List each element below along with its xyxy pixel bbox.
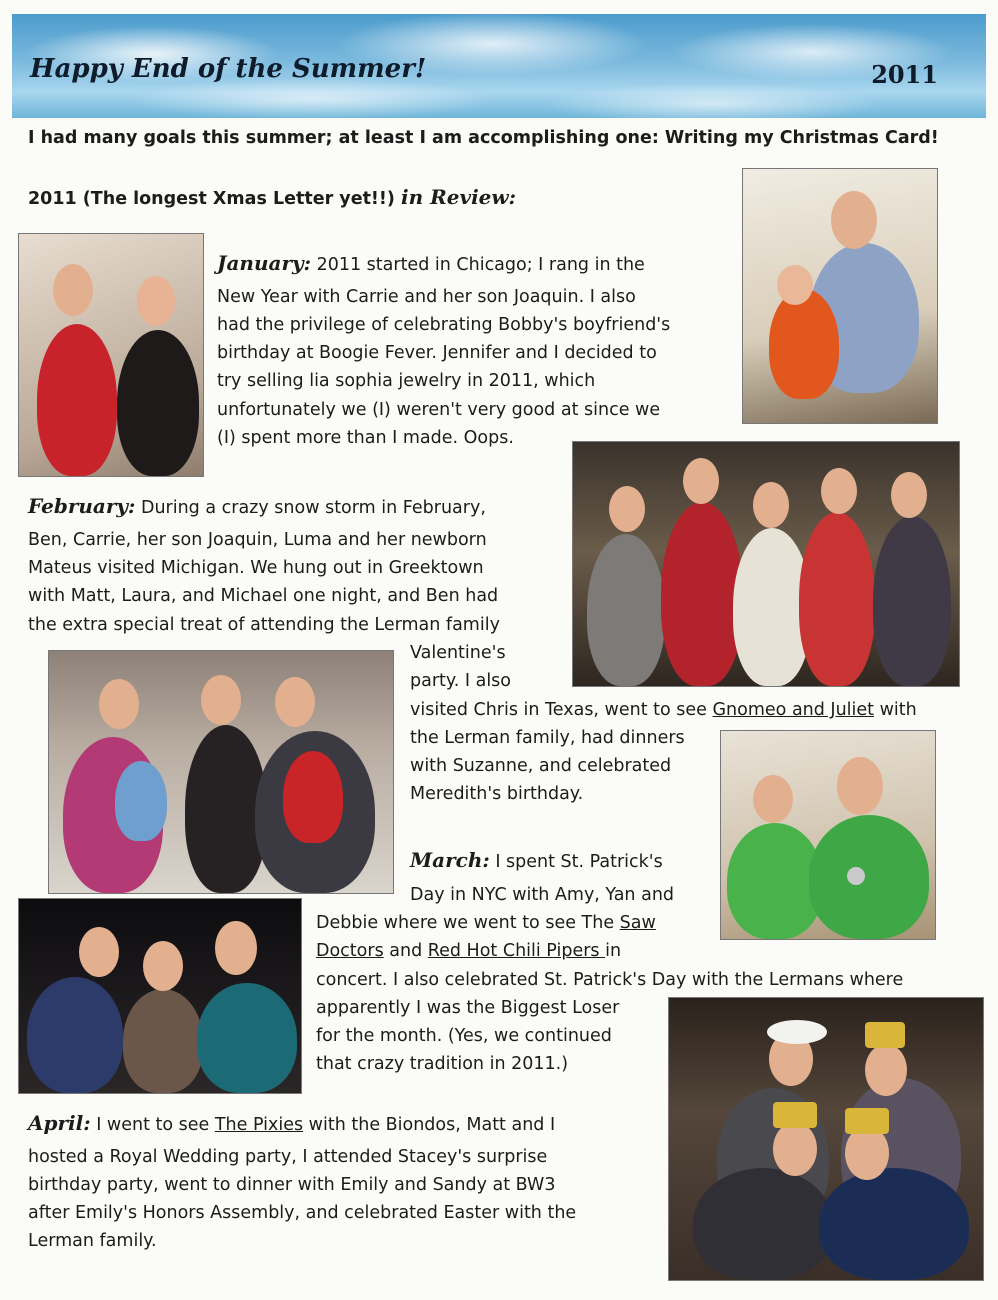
photo-two-women-red [18,233,204,477]
header-year: 2011 [871,60,938,89]
april-line-2: hosted a Royal Wedding party, I attended Stacey's surprise [28,1147,548,1167]
april-line-3: birthday party, went to dinner with Emily and Sandy at BW3 [28,1175,556,1195]
red-hot-chili-pipers-link[interactable]: Red Hot Chili Pipers [427,941,606,961]
february-line-2: Ben, Carrie, her son Joaquin, Luma and her newborn [28,530,487,550]
photo-three-women-night [18,898,302,1094]
month-february: February: [28,494,136,518]
photo-royal-wedding-crowns [668,997,984,1281]
february-line-11: Meredith's birthday. [410,784,584,804]
header-title: Happy End of the Summer! [30,54,427,84]
saw-doctors-link-part2[interactable]: Doctors [316,941,384,961]
review-text: 2011 (The longest Xmas Letter yet!!) [28,189,395,209]
february-line-10: with Suzanne, and celebrated [410,756,672,776]
january-line-7: (I) spent more than I made. Oops. [217,428,514,448]
january-line-3: had the privilege of celebrating Bobby's boyfriend's [217,315,671,335]
photo-man-with-child [742,168,938,424]
month-january: January: [217,251,312,275]
month-april: April: [28,1111,91,1135]
february-line-1: February: During a crazy snow storm in February, [28,494,486,518]
march-line-3: Debbie where we went to see The Saw [316,913,656,933]
february-line-3: Mateus visited Michigan. We hung out in Greektown [28,558,484,578]
january-line-5: try selling lia sophia jewelry in 2011, which [217,371,596,391]
january-line-4: birthday at Boogie Fever. Jennifer and I decided to [217,343,657,363]
march-line-7: for the month. (Yes, we continued [316,1026,612,1046]
april-line-1: April: I went to see The Pixies with the Biondos, Matt and I [28,1111,556,1135]
april-line-5: Lerman family. [28,1231,157,1251]
january-line-2: New Year with Carrie and her son Joaquin. I also [217,287,636,307]
march-line-5: concert. I also celebrated St. Patrick's Day with the Lermans where [316,970,904,990]
photo-five-women [572,441,960,687]
march-line-6: apparently I was the Biggest Loser [316,998,620,1018]
february-line-8: visited Chris in Texas, went to see Gnomeo and Juliet with [410,700,917,720]
february-line-4: with Matt, Laura, and Michael one night, and Ben had [28,586,499,606]
february-line-9: the Lerman family, had dinners [410,728,685,748]
march-line-8: that crazy tradition in 2011.) [316,1054,569,1074]
march-line-4: Doctors and Red Hot Chili Pipers in [316,941,622,961]
january-line-1: January: 2011 started in Chicago; I rang in the [217,251,645,275]
review-script: in Review: [401,185,516,209]
february-line-5: the extra special treat of attending the Lerman family [28,615,500,635]
april-line-4: after Emily's Honors Assembly, and celebrated Easter with the [28,1203,577,1223]
january-line-6: unfortunately we (I) weren't very good at since we [217,400,661,420]
march-line-1: March: I spent St. Patrick's [410,848,663,872]
intro-line: I had many goals this summer; at least I am accomplishing one: Writing my Christmas Card! [28,128,939,148]
month-march: March: [410,848,490,872]
photo-girl-with-medal [720,730,936,940]
review-heading [28,183,516,214]
the-pixies-link[interactable]: The Pixies [214,1115,304,1135]
saw-doctors-link-part1[interactable]: Saw [619,913,656,933]
february-line-7: party. I also [410,671,512,691]
march-line-2: Day in NYC with Amy, Yan and [410,885,675,905]
photo-women-with-babies [48,650,394,894]
gnomeo-juliet-link[interactable]: Gnomeo and Juliet [712,700,875,720]
header-banner [12,14,986,118]
february-line-6: Valentine's [410,643,506,663]
